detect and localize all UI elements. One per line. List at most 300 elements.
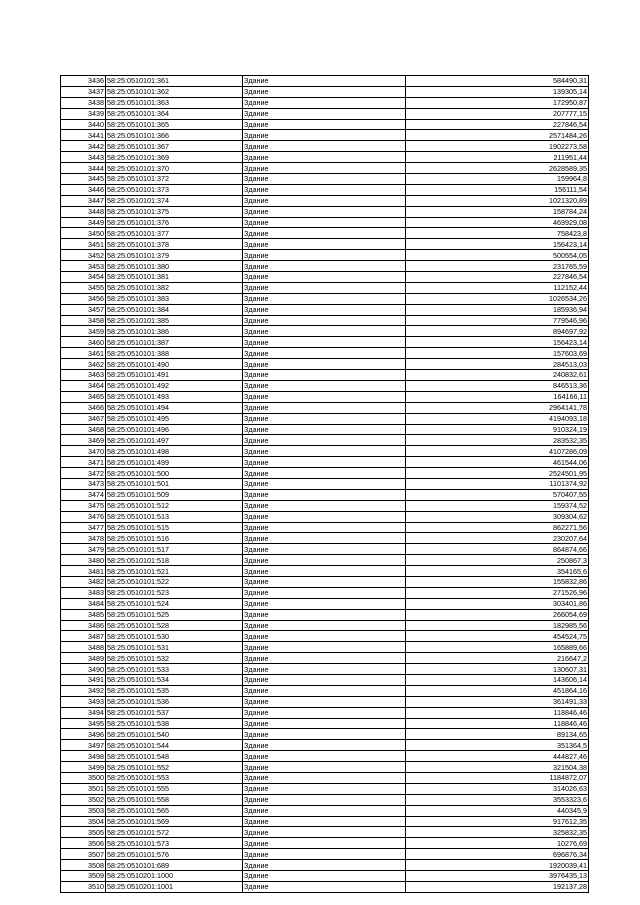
table-row <box>61 729 589 740</box>
object-type-cell: Здание <box>243 163 406 174</box>
cadastral-number-cell: 58:25:0510101:499 <box>106 457 243 468</box>
row-number-cell: 3465 <box>61 391 106 402</box>
document-page <box>60 75 587 893</box>
row-number-cell: 3489 <box>61 653 106 664</box>
cadastral-number-cell: 58:25:0510101:490 <box>106 359 243 370</box>
cadastral-value-cell: 4107286,09 <box>406 446 589 457</box>
table-row <box>61 86 589 97</box>
object-type-cell: Здание <box>243 555 406 566</box>
object-type-cell: Здание <box>243 370 406 381</box>
table-row <box>61 195 589 206</box>
table-row <box>61 642 589 653</box>
cadastral-number-cell: 58:25:0510101:381 <box>106 272 243 283</box>
cadastral-number-cell: 58:25:0510101:500 <box>106 468 243 479</box>
cadastral-value-cell: 570407,55 <box>406 489 589 500</box>
cadastral-value-cell: 309304,62 <box>406 511 589 522</box>
cadastral-number-cell: 58:25:0510101:377 <box>106 228 243 239</box>
cadastral-value-cell: 159374,52 <box>406 500 589 511</box>
cadastral-value-cell: 1026534,26 <box>406 293 589 304</box>
cadastral-number-cell: 58:25:0510101:521 <box>106 566 243 577</box>
object-type-cell: Здание <box>243 228 406 239</box>
cadastral-value-cell: 351364,5 <box>406 740 589 751</box>
table-row <box>61 457 589 468</box>
cadastral-value-cell: 461544,06 <box>406 457 589 468</box>
object-type-cell: Здание <box>243 511 406 522</box>
row-number-cell: 3496 <box>61 729 106 740</box>
cadastral-number-cell: 58:25:0510101:552 <box>106 762 243 773</box>
table-row <box>61 446 589 457</box>
table-row <box>61 740 589 751</box>
row-number-cell: 3460 <box>61 337 106 348</box>
table-row <box>61 359 589 370</box>
cadastral-value-cell: 231765,59 <box>406 261 589 272</box>
cadastral-number-cell: 58:25:0510101:558 <box>106 794 243 805</box>
cadastral-value-cell: 164166,11 <box>406 391 589 402</box>
cadastral-value-cell: 1902273,58 <box>406 141 589 152</box>
row-number-cell: 3492 <box>61 685 106 696</box>
table-row <box>61 119 589 130</box>
cadastral-number-cell: 58:25:0510101:372 <box>106 174 243 185</box>
cadastral-value-cell: 156423,14 <box>406 337 589 348</box>
table-row <box>61 348 589 359</box>
table-row <box>61 511 589 522</box>
object-type-cell: Здание <box>243 816 406 827</box>
row-number-cell: 3462 <box>61 359 106 370</box>
table-row <box>61 163 589 174</box>
cadastral-number-cell: 58:25:0510101:544 <box>106 740 243 751</box>
row-number-cell: 3479 <box>61 544 106 555</box>
table-row <box>61 293 589 304</box>
cadastral-value-cell: 156423,14 <box>406 239 589 250</box>
table-row <box>61 816 589 827</box>
row-number-cell: 3502 <box>61 794 106 805</box>
row-number-cell: 3500 <box>61 773 106 784</box>
cadastral-value-cell: 910324,19 <box>406 424 589 435</box>
table-row <box>61 380 589 391</box>
cadastral-number-cell: 58:25:0510101:364 <box>106 108 243 119</box>
cadastral-value-cell: 314026,63 <box>406 783 589 794</box>
cadastral-number-cell: 58:25:0510101:365 <box>106 119 243 130</box>
table-row <box>61 609 589 620</box>
cadastral-number-cell: 58:25:0510101:534 <box>106 674 243 685</box>
table-row <box>61 620 589 631</box>
object-type-cell: Здание <box>243 413 406 424</box>
table-row <box>61 424 589 435</box>
table-row <box>61 773 589 784</box>
table-row <box>61 141 589 152</box>
row-number-cell: 3474 <box>61 489 106 500</box>
cadastral-value-cell: 325832,35 <box>406 827 589 838</box>
cadastral-number-cell: 58:25:0510101:513 <box>106 511 243 522</box>
cadastral-value-cell: 354165,6 <box>406 566 589 577</box>
table-row <box>61 228 589 239</box>
row-number-cell: 3490 <box>61 664 106 675</box>
object-type-cell: Здание <box>243 337 406 348</box>
cadastral-number-cell: 58:25:0510101:378 <box>106 239 243 250</box>
row-number-cell: 3448 <box>61 206 106 217</box>
cadastral-value-cell: 696876,34 <box>406 849 589 860</box>
object-type-cell: Здание <box>243 827 406 838</box>
cadastral-number-cell: 58:25:0510101:491 <box>106 370 243 381</box>
row-number-cell: 3481 <box>61 566 106 577</box>
row-number-cell: 3438 <box>61 97 106 108</box>
row-number-cell: 3510 <box>61 881 106 892</box>
cadastral-number-cell: 58:25:0510101:525 <box>106 609 243 620</box>
object-type-cell: Здание <box>243 871 406 882</box>
table-row <box>61 696 589 707</box>
object-type-cell: Здание <box>243 664 406 675</box>
row-number-cell: 3475 <box>61 500 106 511</box>
object-type-cell: Здание <box>243 587 406 598</box>
table-row <box>61 272 589 283</box>
cadastral-value-cell: 894697,92 <box>406 326 589 337</box>
cadastral-number-cell: 58:25:0510101:384 <box>106 304 243 315</box>
cadastral-number-cell: 58:25:0510101:495 <box>106 413 243 424</box>
object-type-cell: Здание <box>243 609 406 620</box>
object-type-cell: Здание <box>243 391 406 402</box>
cadastral-number-cell: 58:25:0510101:387 <box>106 337 243 348</box>
table-row <box>61 805 589 816</box>
cadastral-value-cell: 158784,24 <box>406 206 589 217</box>
cadastral-value-cell: 361491,33 <box>406 696 589 707</box>
row-number-cell: 3453 <box>61 261 106 272</box>
row-number-cell: 3483 <box>61 587 106 598</box>
table-row <box>61 152 589 163</box>
object-type-cell: Здание <box>243 740 406 751</box>
cadastral-number-cell: 58:25:0510101:523 <box>106 587 243 598</box>
row-number-cell: 3464 <box>61 380 106 391</box>
cadastral-number-cell: 58:25:0510101:379 <box>106 250 243 261</box>
table-row <box>61 413 589 424</box>
cadastral-value-cell: 303401,86 <box>406 598 589 609</box>
object-type-cell: Здание <box>243 348 406 359</box>
cadastral-value-cell: 250867,3 <box>406 555 589 566</box>
cadastral-number-cell: 58:25:0510101:388 <box>106 348 243 359</box>
cadastral-number-cell: 58:25:0510101:369 <box>106 152 243 163</box>
object-type-cell: Здание <box>243 152 406 163</box>
table-row <box>61 250 589 261</box>
row-number-cell: 3450 <box>61 228 106 239</box>
table-row <box>61 282 589 293</box>
cadastral-value-cell: 283532,35 <box>406 435 589 446</box>
object-type-cell: Здание <box>243 195 406 206</box>
row-number-cell: 3504 <box>61 816 106 827</box>
cadastral-number-cell: 58:25:0510101:386 <box>106 326 243 337</box>
property-register-table <box>60 75 589 893</box>
object-type-cell: Здание <box>243 304 406 315</box>
cadastral-value-cell: 1184872,07 <box>406 773 589 784</box>
row-number-cell: 3477 <box>61 522 106 533</box>
table-row <box>61 478 589 489</box>
object-type-cell: Здание <box>243 446 406 457</box>
cadastral-value-cell: 207777,15 <box>406 108 589 119</box>
table-row <box>61 97 589 108</box>
cadastral-value-cell: 159964,8 <box>406 174 589 185</box>
cadastral-value-cell: 227846,54 <box>406 119 589 130</box>
row-number-cell: 3444 <box>61 163 106 174</box>
row-number-cell: 3463 <box>61 370 106 381</box>
table-row <box>61 598 589 609</box>
object-type-cell: Здание <box>243 674 406 685</box>
cadastral-number-cell: 58:25:0510201:1001 <box>106 881 243 892</box>
row-number-cell: 3437 <box>61 86 106 97</box>
table-row <box>61 206 589 217</box>
cadastral-number-cell: 58:25:0510101:537 <box>106 707 243 718</box>
table-row <box>61 370 589 381</box>
row-number-cell: 3506 <box>61 838 106 849</box>
object-type-cell: Здание <box>243 184 406 195</box>
object-type-cell: Здание <box>243 402 406 413</box>
cadastral-number-cell: 58:25:0510101:528 <box>106 620 243 631</box>
cadastral-number-cell: 58:25:0510101:383 <box>106 293 243 304</box>
table-row <box>61 184 589 195</box>
object-type-cell: Здание <box>243 141 406 152</box>
row-number-cell: 3491 <box>61 674 106 685</box>
cadastral-number-cell: 58:25:0510101:540 <box>106 729 243 740</box>
object-type-cell: Здание <box>243 653 406 664</box>
cadastral-number-cell: 58:25:0510101:361 <box>106 76 243 87</box>
cadastral-value-cell: 469929,08 <box>406 217 589 228</box>
cadastral-number-cell: 58:25:0510101:374 <box>106 195 243 206</box>
table-row <box>61 435 589 446</box>
object-type-cell: Здание <box>243 76 406 87</box>
cadastral-value-cell: 454524,75 <box>406 631 589 642</box>
object-type-cell: Здание <box>243 86 406 97</box>
table-row <box>61 631 589 642</box>
cadastral-value-cell: 1920039,41 <box>406 860 589 871</box>
object-type-cell: Здание <box>243 315 406 326</box>
table-row <box>61 783 589 794</box>
cadastral-value-cell: 130607,31 <box>406 664 589 675</box>
cadastral-number-cell: 58:25:0510101:509 <box>106 489 243 500</box>
object-type-cell: Здание <box>243 598 406 609</box>
cadastral-number-cell: 58:25:0510101:532 <box>106 653 243 664</box>
row-number-cell: 3454 <box>61 272 106 283</box>
object-type-cell: Здание <box>243 326 406 337</box>
cadastral-value-cell: 172950,87 <box>406 97 589 108</box>
cadastral-value-cell: 2628589,35 <box>406 163 589 174</box>
cadastral-number-cell: 58:25:0510101:536 <box>106 696 243 707</box>
cadastral-value-cell: 321504,38 <box>406 762 589 773</box>
row-number-cell: 3468 <box>61 424 106 435</box>
object-type-cell: Здание <box>243 773 406 784</box>
table-row <box>61 402 589 413</box>
object-type-cell: Здание <box>243 174 406 185</box>
object-type-cell: Здание <box>243 435 406 446</box>
row-number-cell: 3486 <box>61 620 106 631</box>
cadastral-number-cell: 58:25:0510101:493 <box>106 391 243 402</box>
table-row <box>61 794 589 805</box>
row-number-cell: 3446 <box>61 184 106 195</box>
table-row <box>61 522 589 533</box>
object-type-cell: Здание <box>243 751 406 762</box>
object-type-cell: Здание <box>243 206 406 217</box>
row-number-cell: 3509 <box>61 871 106 882</box>
object-type-cell: Здание <box>243 457 406 468</box>
cadastral-number-cell: 58:25:0510101:565 <box>106 805 243 816</box>
cadastral-number-cell: 58:25:0510101:572 <box>106 827 243 838</box>
cadastral-number-cell: 58:25:0510101:689 <box>106 860 243 871</box>
cadastral-number-cell: 58:25:0510101:367 <box>106 141 243 152</box>
cadastral-number-cell: 58:25:0510101:370 <box>106 163 243 174</box>
cadastral-value-cell: 155832,86 <box>406 576 589 587</box>
table-row <box>61 587 589 598</box>
table-row <box>61 838 589 849</box>
object-type-cell: Здание <box>243 272 406 283</box>
table-row <box>61 489 589 500</box>
cadastral-value-cell: 864874,66 <box>406 544 589 555</box>
table-row <box>61 544 589 555</box>
row-number-cell: 3471 <box>61 457 106 468</box>
table-row <box>61 664 589 675</box>
cadastral-number-cell: 58:25:0510101:362 <box>106 86 243 97</box>
row-number-cell: 3456 <box>61 293 106 304</box>
object-type-cell: Здание <box>243 881 406 892</box>
object-type-cell: Здание <box>243 838 406 849</box>
object-type-cell: Здание <box>243 707 406 718</box>
object-type-cell: Здание <box>243 119 406 130</box>
table-row <box>61 391 589 402</box>
cadastral-number-cell: 58:25:0510101:553 <box>106 773 243 784</box>
table-row <box>61 315 589 326</box>
row-number-cell: 3441 <box>61 130 106 141</box>
object-type-cell: Здание <box>243 250 406 261</box>
row-number-cell: 3442 <box>61 141 106 152</box>
object-type-cell: Здание <box>243 239 406 250</box>
cadastral-number-cell: 58:25:0510101:522 <box>106 576 243 587</box>
cadastral-value-cell: 2571484,26 <box>406 130 589 141</box>
table-row <box>61 576 589 587</box>
object-type-cell: Здание <box>243 805 406 816</box>
table-row <box>61 130 589 141</box>
row-number-cell: 3459 <box>61 326 106 337</box>
cadastral-number-cell: 58:25:0510101:531 <box>106 642 243 653</box>
table-row <box>61 871 589 882</box>
cadastral-number-cell: 58:25:0510101:533 <box>106 664 243 675</box>
cadastral-value-cell: 1101374,92 <box>406 478 589 489</box>
cadastral-number-cell: 58:25:0510101:366 <box>106 130 243 141</box>
cadastral-value-cell: 444827,46 <box>406 751 589 762</box>
cadastral-value-cell: 157603,69 <box>406 348 589 359</box>
table-row <box>61 304 589 315</box>
table-row <box>61 174 589 185</box>
row-number-cell: 3497 <box>61 740 106 751</box>
row-number-cell: 3447 <box>61 195 106 206</box>
row-number-cell: 3476 <box>61 511 106 522</box>
table-row <box>61 326 589 337</box>
cadastral-number-cell: 58:25:0510101:555 <box>106 783 243 794</box>
cadastral-value-cell: 139305,14 <box>406 86 589 97</box>
table-row <box>61 827 589 838</box>
cadastral-value-cell: 779546,96 <box>406 315 589 326</box>
cadastral-number-cell: 58:25:0510101:382 <box>106 282 243 293</box>
object-type-cell: Здание <box>243 424 406 435</box>
row-number-cell: 3498 <box>61 751 106 762</box>
row-number-cell: 3452 <box>61 250 106 261</box>
cadastral-number-cell: 58:25:0510101:515 <box>106 522 243 533</box>
cadastral-value-cell: 112152,44 <box>406 282 589 293</box>
cadastral-number-cell: 58:25:0510101:569 <box>106 816 243 827</box>
table-row <box>61 217 589 228</box>
cadastral-value-cell: 3976435,13 <box>406 871 589 882</box>
cadastral-value-cell: 451864,16 <box>406 685 589 696</box>
cadastral-value-cell: 284513,03 <box>406 359 589 370</box>
cadastral-number-cell: 58:25:0510101:497 <box>106 435 243 446</box>
object-type-cell: Здание <box>243 544 406 555</box>
row-number-cell: 3488 <box>61 642 106 653</box>
table-row <box>61 337 589 348</box>
cadastral-number-cell: 58:25:0510101:573 <box>106 838 243 849</box>
table-row <box>61 239 589 250</box>
row-number-cell: 3469 <box>61 435 106 446</box>
object-type-cell: Здание <box>243 359 406 370</box>
object-type-cell: Здание <box>243 620 406 631</box>
object-type-cell: Здание <box>243 500 406 511</box>
object-type-cell: Здание <box>243 380 406 391</box>
row-number-cell: 3457 <box>61 304 106 315</box>
row-number-cell: 3505 <box>61 827 106 838</box>
cadastral-value-cell: 266054,69 <box>406 609 589 620</box>
cadastral-number-cell: 58:25:0510101:496 <box>106 424 243 435</box>
object-type-cell: Здание <box>243 522 406 533</box>
cadastral-value-cell: 440345,9 <box>406 805 589 816</box>
cadastral-number-cell: 58:25:0510101:548 <box>106 751 243 762</box>
object-type-cell: Здание <box>243 566 406 577</box>
row-number-cell: 3451 <box>61 239 106 250</box>
object-type-cell: Здание <box>243 468 406 479</box>
cadastral-value-cell: 143606,14 <box>406 674 589 685</box>
row-number-cell: 3472 <box>61 468 106 479</box>
cadastral-value-cell: 846513,36 <box>406 380 589 391</box>
cadastral-value-cell: 1021320,89 <box>406 195 589 206</box>
object-type-cell: Здание <box>243 631 406 642</box>
cadastral-number-cell: 58:25:0510101:535 <box>106 685 243 696</box>
table-row <box>61 261 589 272</box>
object-type-cell: Здание <box>243 293 406 304</box>
cadastral-number-cell: 58:25:0510101:375 <box>106 206 243 217</box>
row-number-cell: 3499 <box>61 762 106 773</box>
row-number-cell: 3507 <box>61 849 106 860</box>
cadastral-value-cell: 10276,69 <box>406 838 589 849</box>
table-row <box>61 674 589 685</box>
object-type-cell: Здание <box>243 130 406 141</box>
cadastral-value-cell: 89134,65 <box>406 729 589 740</box>
row-number-cell: 3487 <box>61 631 106 642</box>
cadastral-value-cell: 192137,28 <box>406 881 589 892</box>
cadastral-value-cell: 862271,56 <box>406 522 589 533</box>
table-row <box>61 849 589 860</box>
table-row <box>61 468 589 479</box>
table-row <box>61 653 589 664</box>
object-type-cell: Здание <box>243 97 406 108</box>
row-number-cell: 3501 <box>61 783 106 794</box>
cadastral-value-cell: 584490,31 <box>406 76 589 87</box>
cadastral-number-cell: 58:25:0510101:380 <box>106 261 243 272</box>
cadastral-number-cell: 58:25:0510101:524 <box>106 598 243 609</box>
cadastral-value-cell: 2964141,78 <box>406 402 589 413</box>
cadastral-value-cell: 182985,56 <box>406 620 589 631</box>
object-type-cell: Здание <box>243 762 406 773</box>
object-type-cell: Здание <box>243 489 406 500</box>
row-number-cell: 3484 <box>61 598 106 609</box>
cadastral-number-cell: 58:25:0510101:373 <box>106 184 243 195</box>
cadastral-number-cell: 58:25:0510101:576 <box>106 849 243 860</box>
row-number-cell: 3458 <box>61 315 106 326</box>
row-number-cell: 3494 <box>61 707 106 718</box>
table-row <box>61 555 589 566</box>
row-number-cell: 3480 <box>61 555 106 566</box>
cadastral-value-cell: 240832,61 <box>406 370 589 381</box>
